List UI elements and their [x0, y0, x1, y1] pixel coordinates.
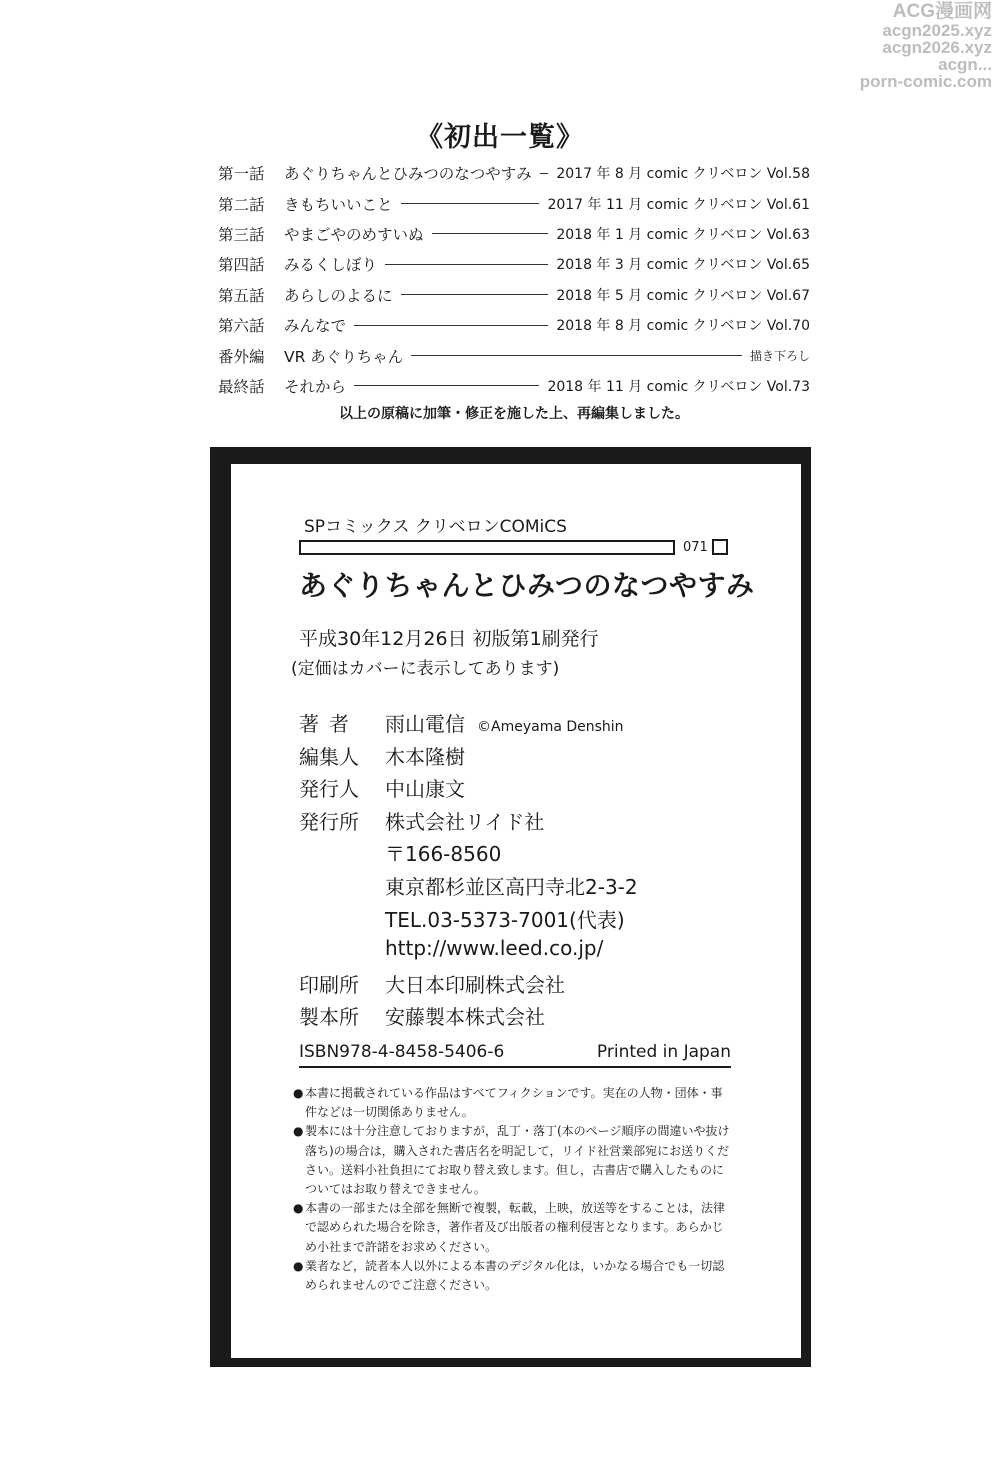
book-title: あぐりちゃんとひみつのなつやすみ	[299, 569, 755, 602]
editor-name: 木本隆樹	[385, 744, 465, 769]
credit-row-postal	[299, 838, 731, 871]
leader-line	[354, 325, 548, 326]
bullet-icon: ●	[293, 1124, 304, 1139]
chapter-source: 2018 年 11 月 comic クリベロン Vol.73	[547, 378, 810, 395]
watermark-line: acgn2025.xyz	[882, 21, 992, 40]
chapter-number: 最終話	[218, 377, 265, 396]
publisher-name: 株式会社リイド社	[385, 809, 545, 834]
chapter-source: 2018 年 3 月 comic クリベロン Vol.65	[556, 257, 810, 274]
chapter-row	[218, 310, 810, 340]
credits-list	[299, 708, 731, 1034]
website-url: http://www.leed.co.jp/	[385, 936, 604, 961]
chapter-title: やまごやのめすいぬ	[284, 225, 424, 244]
leader-line	[354, 385, 539, 386]
chapter-source: 2017 年 11 月 comic クリベロン Vol.61	[547, 196, 810, 213]
chapter-row	[218, 280, 810, 310]
credit-label: 製本所	[299, 1005, 359, 1030]
chapter-source: 2017 年 8 月 comic クリベロン Vol.58	[556, 166, 810, 183]
printed-in: Printed in Japan	[596, 1042, 731, 1062]
chapter-row	[218, 340, 810, 370]
notice-item	[293, 1199, 733, 1257]
leader-line	[401, 294, 549, 295]
chapter-source: 2018 年 8 月 comic クリベロン Vol.70	[556, 318, 810, 335]
legal-notices	[293, 1084, 733, 1295]
chapter-number: 第三話	[218, 225, 265, 244]
printer-name: 大日本印刷株式会社	[385, 972, 565, 997]
bullet-icon: ●	[293, 1086, 304, 1100]
chapter-title: みんなで	[284, 317, 347, 336]
credit-row-publisher-person	[299, 773, 731, 806]
copyright: ©Ameyama Denshin	[477, 719, 624, 735]
bullet-icon: ●	[293, 1258, 304, 1273]
watermark-line: porn-comic.com	[859, 72, 992, 91]
chapter-number: 第六話	[218, 317, 265, 336]
chapter-row	[218, 249, 810, 279]
chapter-title: それから	[284, 377, 347, 396]
isbn: ISBN978-4-8458-5406-6	[299, 1042, 505, 1062]
watermark-line: acgn2026.xyz	[882, 38, 992, 57]
site-watermark	[842, 2, 992, 90]
chapter-number: 第五話	[218, 286, 265, 305]
leader-line	[411, 355, 742, 356]
telephone: TEL.03-5373-7001(代表)	[385, 907, 625, 932]
chapter-source: 2018 年 1 月 comic クリベロン Vol.63	[556, 226, 810, 243]
credit-label: 印刷所	[299, 972, 359, 997]
binder-name: 安藤製本株式会社	[385, 1005, 545, 1030]
leader-line	[540, 173, 549, 174]
chapter-number: 番外編	[218, 347, 265, 366]
leader-line	[432, 233, 549, 234]
chapter-title: みるくしぼり	[284, 256, 378, 275]
postal-code: 〒166-8560	[385, 842, 502, 867]
credit-row-address	[299, 871, 731, 904]
code-bar	[299, 539, 728, 555]
credit-row-publisher	[299, 806, 731, 839]
leader-line	[401, 203, 540, 204]
chapter-row	[218, 371, 810, 401]
chapter-list	[218, 158, 810, 401]
chapter-title: VR あぐりちゃん	[284, 347, 404, 366]
address: 東京都杉並区高円寺北2-3-2	[385, 874, 638, 899]
notice-text: 業者など，読者本人以外による本書のデジタル化は，いかなる場合でも一切認められませんのでご注意ください。	[305, 1258, 725, 1293]
code-box	[712, 539, 728, 555]
credit-label: 発行所	[299, 809, 359, 834]
chapter-number: 第二話	[218, 195, 265, 214]
notice-item	[293, 1257, 733, 1295]
series-label: SPコミックス クリベロンCOMiCS	[304, 517, 567, 537]
book-code: 071	[683, 539, 708, 555]
leader-line	[385, 264, 548, 265]
first-appearance-title: 《初出一覧》	[416, 122, 584, 153]
watermark-line: ACG漫画网	[892, 1, 992, 22]
author-name: 雨山電信	[385, 712, 465, 736]
notice-item	[293, 1122, 733, 1199]
chapter-number: 第一話	[218, 165, 265, 184]
credit-row-author	[299, 708, 731, 741]
chapter-source: 2018 年 5 月 comic クリベロン Vol.67	[556, 287, 810, 304]
chapter-row	[218, 158, 810, 188]
notice-item	[293, 1084, 733, 1122]
publisher-person-name: 中山康文	[385, 777, 465, 802]
credit-label: 著者	[299, 712, 359, 736]
chapter-title: あらしのよるに	[284, 286, 393, 305]
price-note: (定価はカバーに表示してあります)	[291, 659, 560, 679]
credit-row-editor	[299, 741, 731, 774]
credit-row-tel	[299, 904, 731, 937]
credit-row-url	[299, 936, 731, 969]
credit-row-printer	[299, 969, 731, 1002]
chapter-title: きもちいいこと	[284, 195, 393, 214]
bullet-icon: ●	[293, 1201, 304, 1216]
publication-date: 平成30年12月26日 初版第1刷発行	[299, 628, 599, 650]
chapter-source: 描き下ろし	[749, 349, 810, 364]
chapter-title: あぐりちゃんとひみつのなつやすみ	[284, 165, 532, 184]
credit-row-binder	[299, 1001, 731, 1034]
notice-text: 本書に掲載されている作品はすべてフィクションです。実在の人物・団体・事件などは一切関係ありません。	[305, 1086, 723, 1120]
chapter-row	[218, 188, 810, 218]
chapter-row	[218, 219, 810, 249]
watermark-line: acgn...	[938, 55, 992, 74]
credit-label: 発行人	[299, 777, 359, 802]
credit-label: 編集人	[299, 744, 359, 769]
chapter-number: 第四話	[218, 256, 265, 275]
revision-note: 以上の原稿に加筆・修正を施した上、再編集しました。	[339, 406, 689, 422]
isbn-row	[299, 1042, 731, 1068]
notice-text: 本書の一部または全部を無断で複製，転載，上映，放送等をすることは，法律で認められた場合を除き，著作者及び出版者の権利侵害となります。あらかじめ小社まで許諾をお求めください。	[305, 1201, 726, 1254]
title-bar	[299, 540, 675, 555]
colophon	[229, 462, 803, 1360]
notice-text: 製本には十分注意しておりますが，乱丁・落丁(本のページ順序の間違いや抜け落ち)の場合は，購入された書店名を明記して，リイド社営業部宛にお送りください。送料小社負担にてお取り替え致します。但し，古書店で購入したものについてはお取り替えできません。	[305, 1124, 730, 1197]
